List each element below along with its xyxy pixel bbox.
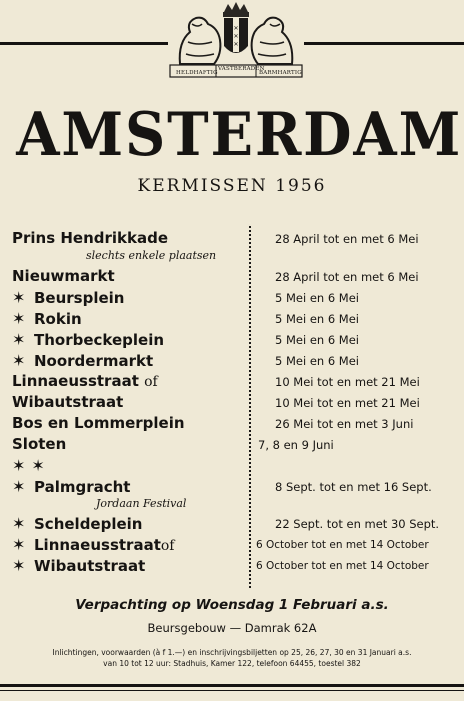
motto-right: BARMHARTIG	[259, 70, 302, 76]
page-title: AMSTERDAM	[16, 100, 463, 170]
star-icon: ✶	[12, 351, 26, 370]
location-name: Scheldeplein	[34, 515, 143, 533]
page-subtitle: KERMISSEN 1956	[137, 176, 327, 196]
star-icon: ✶	[12, 477, 26, 496]
date-range: 26 Mei tot en met 3 Juni	[275, 417, 414, 431]
date-range: 22 Sept. tot en met 30 Sept.	[275, 517, 440, 531]
list-item-location	[12, 556, 145, 575]
motto-center: VASTBERADEN	[218, 66, 265, 72]
svg-text:✕: ✕	[233, 25, 239, 32]
location-note: Jordaan Festival	[96, 497, 187, 510]
list-item-location	[12, 330, 164, 349]
location-note: slechts enkele plaatsen	[86, 249, 217, 262]
list-item-location	[12, 393, 123, 411]
svg-text:✕: ✕	[233, 41, 239, 48]
location-name: Linnaeusstraat	[34, 536, 161, 554]
location-name: Linnaeusstraat	[12, 372, 139, 390]
date-range: 8 Sept. tot en met 16 Sept.	[275, 480, 432, 494]
info-line-1: Inlichtingen, voorwaarden (à f 1.—) en inschrijvingsbiljetten op 25, 26, 27, 30 en 31 Januari a.s.	[52, 648, 412, 657]
star-icon: ✶	[12, 309, 26, 328]
top-rule-right	[304, 42, 464, 45]
list-item-location	[12, 288, 124, 307]
list-item-location	[12, 477, 130, 496]
column-divider	[249, 226, 251, 588]
list-item-location	[12, 414, 185, 432]
location-name: Wibautstraat	[34, 557, 146, 575]
date-range: 7, 8 en 9 Juni	[258, 438, 334, 452]
bottom-rule	[0, 684, 464, 687]
star-icon: ✶	[31, 456, 51, 475]
motto-left: HELDHAFTIG	[176, 70, 218, 76]
location-alternative-word: of	[144, 374, 158, 390]
date-range: 6 October tot en met 14 October	[256, 560, 429, 572]
list-item-location	[12, 372, 158, 390]
list-item-location	[12, 514, 142, 533]
svg-text:✕: ✕	[233, 33, 239, 40]
list-item-location	[12, 267, 115, 285]
star-icon: ✶	[12, 456, 32, 475]
location-name: Wibautstraat	[12, 393, 124, 411]
date-range: 5 Mei en 6 Mei	[275, 354, 360, 368]
location-name: Prins Hendrikkade	[12, 229, 169, 247]
list-item-location	[12, 351, 153, 370]
double-star-marker	[12, 456, 51, 475]
location-name: Sloten	[12, 435, 67, 453]
date-range: 10 Mei tot en met 21 Mei	[275, 375, 420, 389]
list-item-location	[12, 535, 175, 554]
top-rule-left	[0, 42, 168, 45]
date-range: 28 April tot en met 6 Mei	[275, 270, 419, 284]
star-icon: ✶	[12, 556, 26, 575]
star-icon: ✶	[12, 330, 26, 349]
date-range: 5 Mei en 6 Mei	[275, 333, 360, 347]
location-name: Palmgracht	[34, 478, 131, 496]
date-range: 28 April tot en met 6 Mei	[275, 232, 419, 246]
location-name: Bos en Lommerplein	[12, 414, 185, 432]
location-name: Noordermarkt	[34, 352, 154, 370]
list-item-location	[12, 435, 66, 453]
star-icon: ✶	[12, 535, 26, 554]
list-item-location	[12, 309, 82, 328]
location-alternative-word: of	[160, 538, 175, 554]
date-range: 5 Mei en 6 Mei	[275, 291, 360, 305]
location-name: Thorbeckeplein	[34, 331, 165, 349]
location-name: Beursplein	[34, 289, 125, 307]
date-range: 10 Mei tot en met 21 Mei	[275, 396, 420, 410]
date-range: 6 October tot en met 14 October	[256, 539, 429, 551]
auction-announcement: Verpachting op Woensdag 1 Februari a.s.	[75, 597, 389, 613]
list-item-location	[12, 229, 168, 247]
location-name: Nieuwmarkt	[12, 267, 115, 285]
star-icon: ✶	[12, 514, 26, 533]
info-line-2: van 10 tot 12 uur: Stadhuis, Kamer 122, telefoon 64455, toestel 382	[103, 659, 361, 668]
location-name: Rokin	[34, 310, 82, 328]
auction-location: Beursgebouw — Damrak 62A	[147, 621, 317, 635]
bottom-rule-thin	[0, 690, 464, 691]
star-icon: ✶	[12, 288, 26, 307]
date-range: 5 Mei en 6 Mei	[275, 312, 360, 326]
